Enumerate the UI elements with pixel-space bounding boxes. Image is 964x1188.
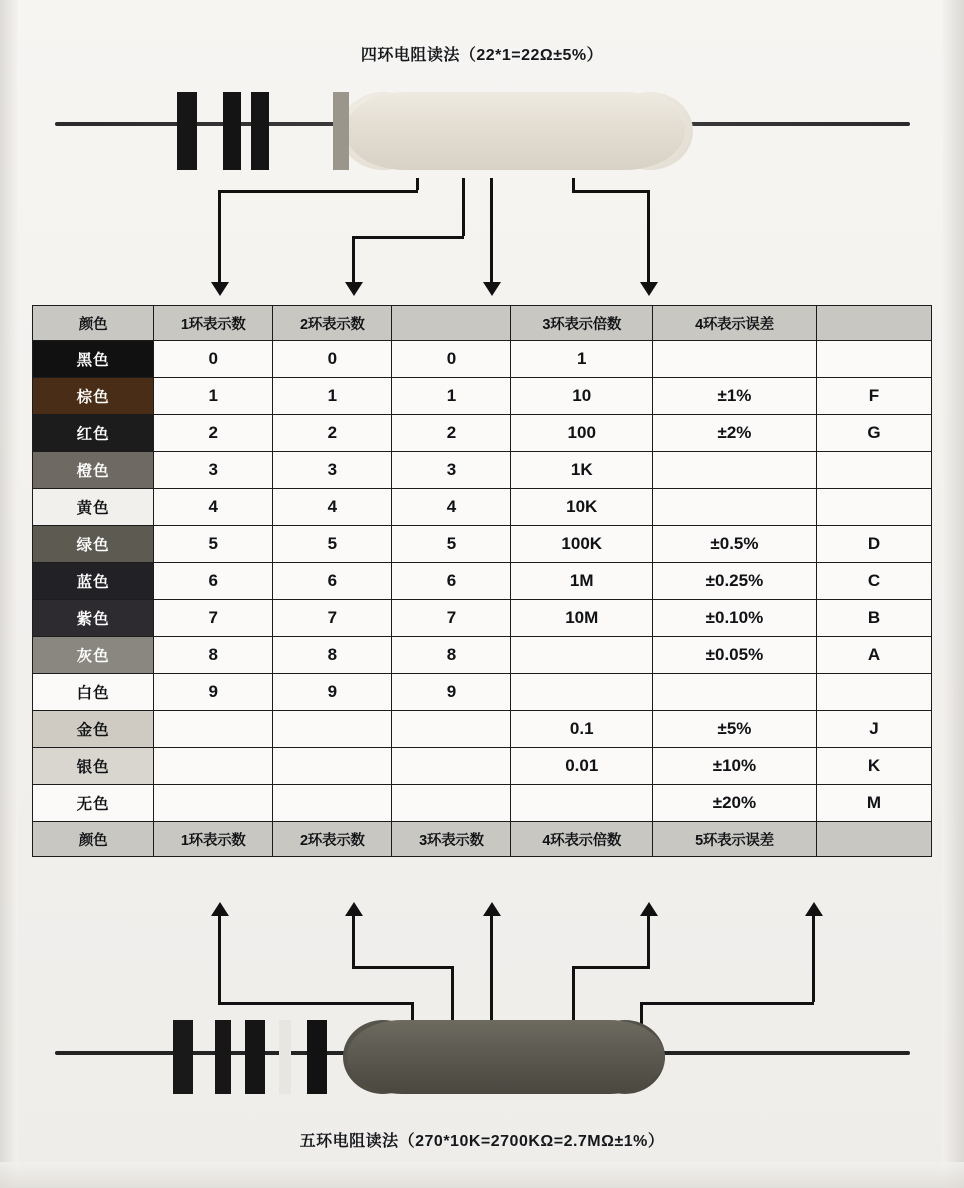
digit-2-cell: 8 [273,637,392,674]
footer-color: 颜色 [33,822,154,857]
table-row [33,452,932,489]
tolerance-cell: ±0.05% [653,637,817,674]
multiplier-cell: 10 [511,378,653,415]
digit-2-cell: 6 [273,563,392,600]
color-swatch-cell: 紫色 [33,600,154,637]
multiplier-cell [511,785,653,822]
digit-3-cell [392,748,511,785]
connector5-b4-v1 [647,916,650,968]
arrow-to-col-1ring [211,282,229,296]
arrow-from-col-4ring [640,902,658,916]
color-swatch-cell: 灰色 [33,637,154,674]
digit-3-cell: 9 [392,674,511,711]
table-header-row [33,306,932,341]
connector-b2-h [352,236,464,239]
tolerance-cell: ±2% [653,415,817,452]
connector-b4-v2 [647,190,650,282]
table-row [33,637,932,674]
resistor-body [345,92,685,170]
digit-2-cell: 3 [273,452,392,489]
digit-3-cell: 4 [392,489,511,526]
color-swatch-cell: 绿色 [33,526,154,563]
table-body [33,341,932,822]
color-swatch-cell: 银色 [33,748,154,785]
page-title-four-band: 四环电阻读法（22*1=22Ω±5%） [360,47,604,64]
table-row [33,600,932,637]
multiplier-cell: 1K [511,452,653,489]
digit-3-cell: 3 [392,452,511,489]
footer-ring3: 3环表示数 [392,822,511,857]
connector-b4-h [572,190,650,193]
header-letter [816,306,931,341]
digit-1-cell [154,748,273,785]
table-row [33,415,932,452]
digit-1-cell [154,711,273,748]
letter-code-cell: K [816,748,931,785]
color-swatch-cell: 金色 [33,711,154,748]
multiplier-cell: 10M [511,600,653,637]
letter-code-cell: M [816,785,931,822]
digit-2-cell: 0 [273,341,392,378]
arrow-to-col-2ring [345,282,363,296]
digit-2-cell: 7 [273,600,392,637]
header-color: 颜色 [33,306,154,341]
tolerance-cell [653,452,817,489]
table-row [33,341,932,378]
digit-2-cell: 1 [273,378,392,415]
digit-3-cell: 7 [392,600,511,637]
letter-code-cell [816,674,931,711]
five-band-band-4 [279,1020,291,1094]
multiplier-cell: 100 [511,415,653,452]
tolerance-cell [653,674,817,711]
color-swatch-cell: 蓝色 [33,563,154,600]
page-edge-left [0,0,18,1188]
connector5-b2-v1 [352,916,355,968]
table-row [33,563,932,600]
five-band-band-5 [307,1020,327,1094]
four-band-band-4 [333,92,349,170]
digit-1-cell: 2 [154,415,273,452]
letter-code-cell: D [816,526,931,563]
tolerance-cell: ±0.10% [653,600,817,637]
page-title-five-band: 五环电阻读法（270*10K=2700KΩ=2.7MΩ±1%） [299,1133,665,1150]
connector5-b5-v1 [812,916,815,1002]
table-row [33,674,932,711]
digit-1-cell: 5 [154,526,273,563]
letter-code-cell [816,452,931,489]
multiplier-cell: 100K [511,526,653,563]
multiplier-cell: 1M [511,563,653,600]
four-band-band-3 [251,92,269,170]
resistor-body-5 [347,1020,665,1094]
color-swatch-cell: 棕色 [33,378,154,415]
table-row [33,711,932,748]
tolerance-cell: ±20% [653,785,817,822]
multiplier-cell: 0.01 [511,748,653,785]
multiplier-cell [511,637,653,674]
table-row [33,748,932,785]
page-edge-bottom [0,1162,964,1188]
five-band-resistor-figure [55,1020,910,1098]
digit-1-cell: 3 [154,452,273,489]
lead-right-5 [650,1051,910,1055]
arrow-from-col-5ring [805,902,823,916]
digit-2-cell [273,785,392,822]
table-row [33,378,932,415]
connector-b2-v2 [352,236,355,282]
digit-3-cell: 1 [392,378,511,415]
arrow-from-col-2ring [345,902,363,916]
digit-1-cell: 0 [154,341,273,378]
digit-2-cell [273,748,392,785]
digit-3-cell: 6 [392,563,511,600]
header-tolerance: 4环表示误差 [653,306,817,341]
multiplier-cell: 0.1 [511,711,653,748]
footer-ring2: 2环表示数 [273,822,392,857]
lead-right [655,122,910,126]
header-ring2: 2环表示数 [273,306,392,341]
lead-left [55,122,355,126]
digit-2-cell [273,711,392,748]
color-swatch-cell: 白色 [33,674,154,711]
letter-code-cell: G [816,415,931,452]
footer-ring1: 1环表示数 [154,822,273,857]
arrow-to-col-mult [640,282,658,296]
tolerance-cell: ±0.5% [653,526,817,563]
color-swatch-cell: 黑色 [33,341,154,378]
table-row [33,526,932,563]
footer-ring4: 4环表示倍数 [511,822,653,857]
digit-3-cell: 5 [392,526,511,563]
letter-code-cell: C [816,563,931,600]
table-row [33,785,932,822]
digit-1-cell: 6 [154,563,273,600]
table-footer-row [33,822,932,857]
connector5-b1-v1 [218,916,221,1002]
connector-b1-v1 [416,178,419,190]
connector-b4-v1 [572,178,575,190]
connector-b1-v2 [218,190,221,282]
arrow-to-col-3rd [483,282,501,296]
table-row [33,489,932,526]
multiplier-cell: 1 [511,341,653,378]
color-swatch-cell: 红色 [33,415,154,452]
letter-code-cell: J [816,711,931,748]
digit-3-cell [392,785,511,822]
tolerance-cell: ±10% [653,748,817,785]
four-band-resistor-figure [55,92,910,174]
tolerance-cell [653,489,817,526]
digit-1-cell [154,785,273,822]
tolerance-cell: ±5% [653,711,817,748]
digit-2-cell: 5 [273,526,392,563]
letter-code-cell: B [816,600,931,637]
connector5-b2-h [352,966,453,969]
color-swatch-cell: 黄色 [33,489,154,526]
connector-b1-h [218,190,418,193]
connector5-b5-h [640,1002,814,1005]
digit-2-cell: 9 [273,674,392,711]
color-swatch-cell: 橙色 [33,452,154,489]
five-band-band-3 [245,1020,265,1094]
digit-2-cell: 2 [273,415,392,452]
tolerance-cell: ±1% [653,378,817,415]
digit-1-cell: 7 [154,600,273,637]
connector-b3-v [490,178,493,282]
tolerance-cell [653,341,817,378]
arrow-from-col-1ring [211,902,229,916]
connector5-b4-h [572,966,650,969]
header-ring1: 1环表示数 [154,306,273,341]
tolerance-cell: ±0.25% [653,563,817,600]
letter-code-cell [816,489,931,526]
digit-2-cell: 4 [273,489,392,526]
header-ring3-blank [392,306,511,341]
letter-code-cell [816,341,931,378]
header-multiplier: 3环表示倍数 [511,306,653,341]
resistor-color-code-table [32,305,932,857]
digit-3-cell [392,711,511,748]
digit-3-cell: 2 [392,415,511,452]
letter-code-cell: F [816,378,931,415]
digit-1-cell: 9 [154,674,273,711]
five-band-band-1 [173,1020,193,1094]
connector5-b1-h [218,1002,414,1005]
digit-1-cell: 1 [154,378,273,415]
digit-3-cell: 8 [392,637,511,674]
digit-1-cell: 8 [154,637,273,674]
page-edge-right [942,0,964,1188]
letter-code-cell: A [816,637,931,674]
color-swatch-cell: 无色 [33,785,154,822]
five-band-band-2 [215,1020,231,1094]
digit-1-cell: 4 [154,489,273,526]
digit-3-cell: 0 [392,341,511,378]
footer-letter [816,822,931,857]
four-band-band-1 [177,92,197,170]
four-band-band-2 [223,92,241,170]
multiplier-cell: 10K [511,489,653,526]
multiplier-cell [511,674,653,711]
connector-b2-v1 [462,178,465,236]
arrow-from-col-3ring [483,902,501,916]
footer-ring5: 5环表示误差 [653,822,817,857]
